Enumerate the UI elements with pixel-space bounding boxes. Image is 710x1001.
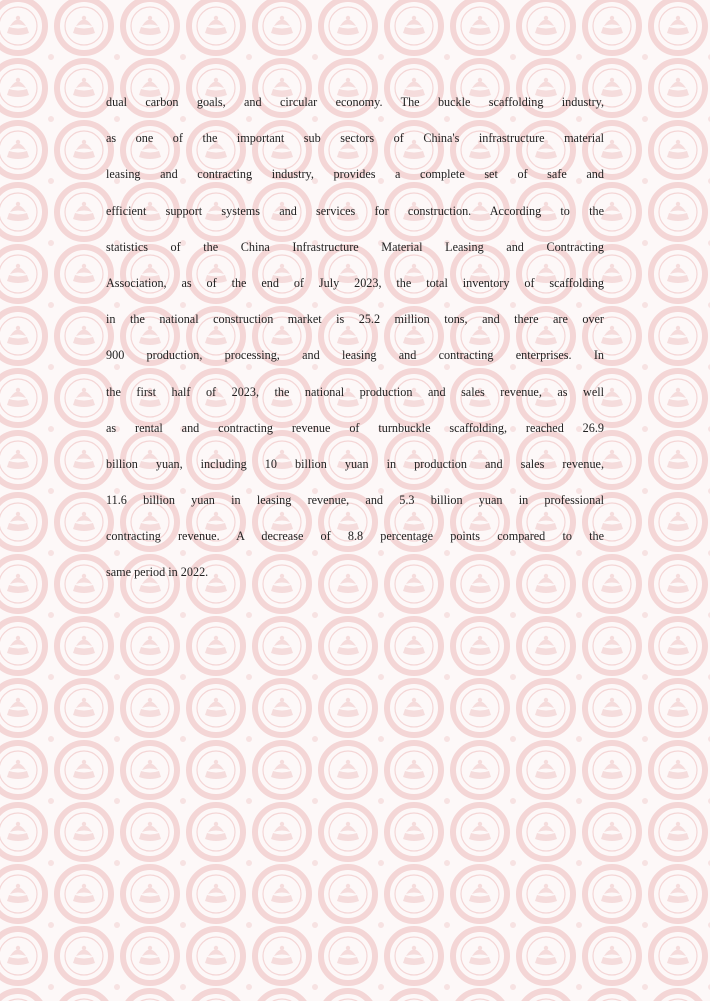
paragraph-line: leasing and contracting industry, provides a complete set of safe and [106, 167, 604, 182]
body-paragraph [106, 89, 604, 596]
paragraph-line: 11.6 billion yuan in leasing revenue, and 5.3 billion yuan in professional [106, 493, 604, 508]
paragraph-line: as one of the important sub sectors of China's infrastructure material [106, 131, 604, 146]
paragraph-line: dual carbon goals, and circular economy. The buckle scaffolding industry, [106, 95, 604, 109]
paragraph-line: 900 production, processing, and leasing and contracting enterprises. In [106, 348, 604, 363]
paragraph-line: statistics of the China Infrastructure Material Leasing and Contracting [106, 239, 604, 254]
paragraph-line: billion yuan, including 10 billion yuan in production and sales revenue, [106, 456, 604, 471]
paragraph-line: in the national construction market is 25.2 million tons, and there are over [106, 312, 604, 327]
paragraph-line: as rental and contracting revenue of turnbuckle scaffolding, reached 26.9 [106, 420, 604, 435]
paragraph-line: same period in 2022. [106, 565, 209, 580]
paragraph-line: efficient support systems and services for construction. According to the [106, 203, 604, 218]
paragraph-line: contracting revenue. A decrease of 8.8 percentage points compared to the [106, 529, 604, 544]
paragraph-line: the first half of 2023, the national production and sales revenue, as well [106, 384, 604, 399]
paragraph-line: Association, as of the end of July 2023, the total inventory of scaffolding [106, 275, 604, 290]
